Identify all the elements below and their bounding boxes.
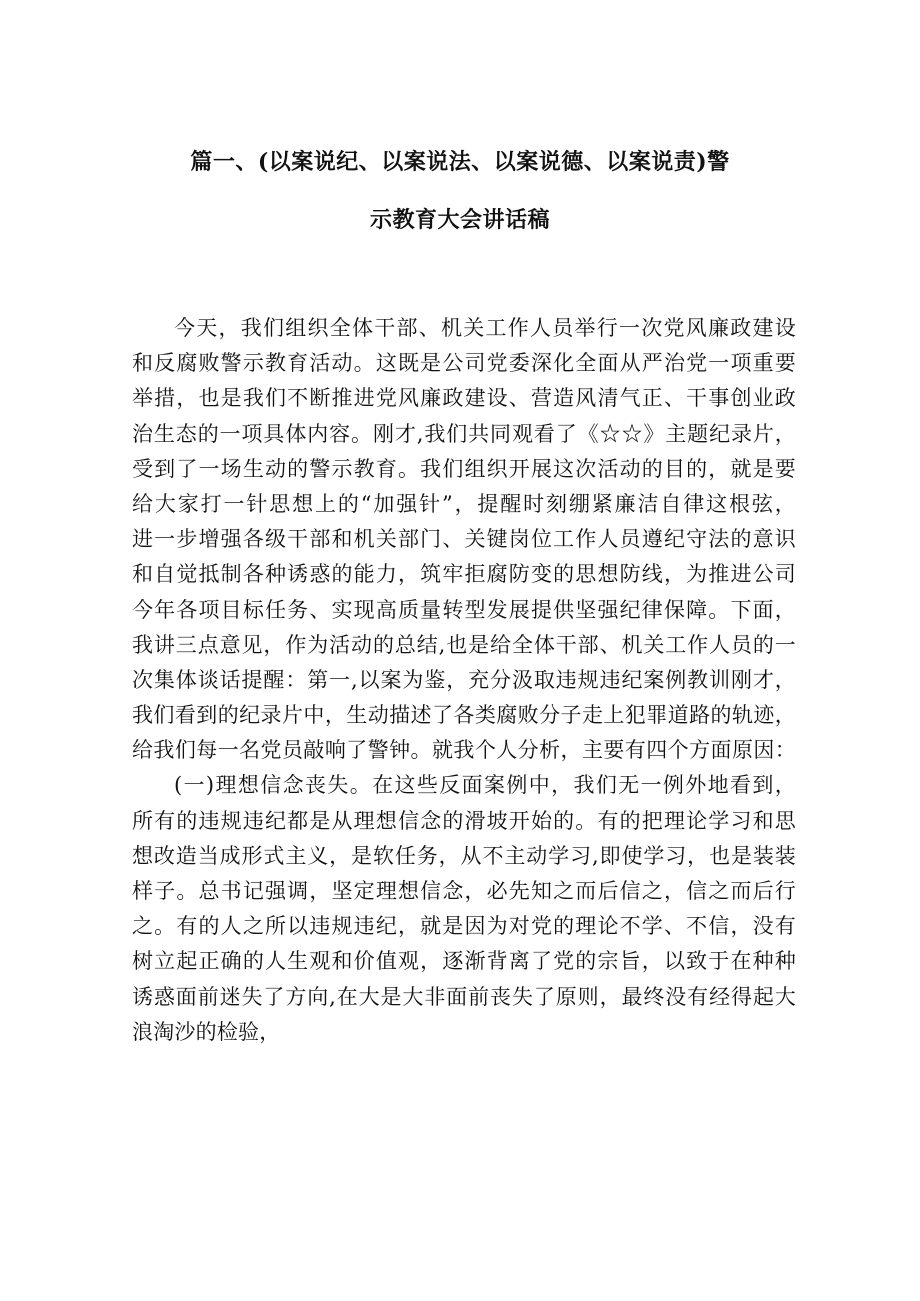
body-line: (一)理想信念丧失。在这些反面案例中，我们无一例外地看到，: [174, 773, 796, 798]
body-line: 我们看到的纪录片中，生动描述了各类腐败分子走上犯罪道路的轨迹，: [132, 703, 796, 728]
body-line: 浪淘沙的检验，: [132, 1019, 281, 1044]
body-line: 所有的违规违纪都是从理想信念的滑坡开始的。有的把理论学习和思: [132, 808, 796, 833]
body-line: 受到了一场生动的警示教育。我们组织开展这次活动的目的，就是要: [132, 456, 796, 481]
body-line: 举措，也是我们不断推进党风廉政建设、营造风清气正、干事创业政: [132, 386, 796, 411]
document-title-line-1: 篇一、(以案说纪、以案说法、以案说德、以案说责)警: [190, 149, 730, 175]
body-line: 进一步增强各级干部和机关部门、关键岗位工作人员遵纪守法的意识: [132, 527, 796, 552]
body-line: 树立起正确的人生观和价值观，逐渐背离了党的宗旨，以致于在种种: [132, 949, 796, 974]
body-line: 样子。总书记强调，坚定理想信念，必先知之而后信之，信之而后行: [132, 879, 796, 903]
body-line: 治生态的一项具体内容。刚才,我们共同观看了《☆☆》主题纪录片，: [132, 421, 796, 446]
body-line: 今天，我们组织全体干部、机关工作人员举行一次党风廉政建设: [174, 316, 796, 340]
body-line: 次集体谈话提醒：第一,以案为鉴，充分汲取违规违纪案例教训刚才，: [132, 667, 796, 692]
body-line: 给我们每一名党员敲响了警钟。就我个人分析，主要有四个方面原因：: [132, 738, 796, 763]
body-line: 给大家打一针思想上的“加强针”，提醒时刻绷紧廉洁自律这根弦，: [132, 491, 796, 516]
body-line: 想改造当成形式主义，是软任务，从不主动学习,即使学习，也是装装: [132, 843, 796, 868]
body-line: 今年各项目标任务、实现高质量转型发展提供坚强纪律保障。下面，: [132, 597, 796, 622]
body-line: 诱惑面前迷失了方向,在大是大非面前丧失了原则，最终没有经得起大: [132, 984, 796, 1009]
body-line: 之。有的人之所以违规违纪，就是因为对党的理论不学、不信，没有: [132, 914, 796, 939]
document-body: [132, 311, 796, 1050]
body-line: 和反腐败警示教育活动。这既是公司党委深化全面从严治党一项重要: [132, 351, 796, 376]
document-title-line-2: 示教育大会讲话稿: [369, 207, 550, 233]
body-line: 和自觉抵制各种诱惑的能力，筑牢拒腐防变的思想防线，为推进公司: [132, 562, 796, 587]
body-line: 我讲三点意见，作为活动的总结,也是给全体干部、机关工作人员的一: [132, 632, 796, 657]
